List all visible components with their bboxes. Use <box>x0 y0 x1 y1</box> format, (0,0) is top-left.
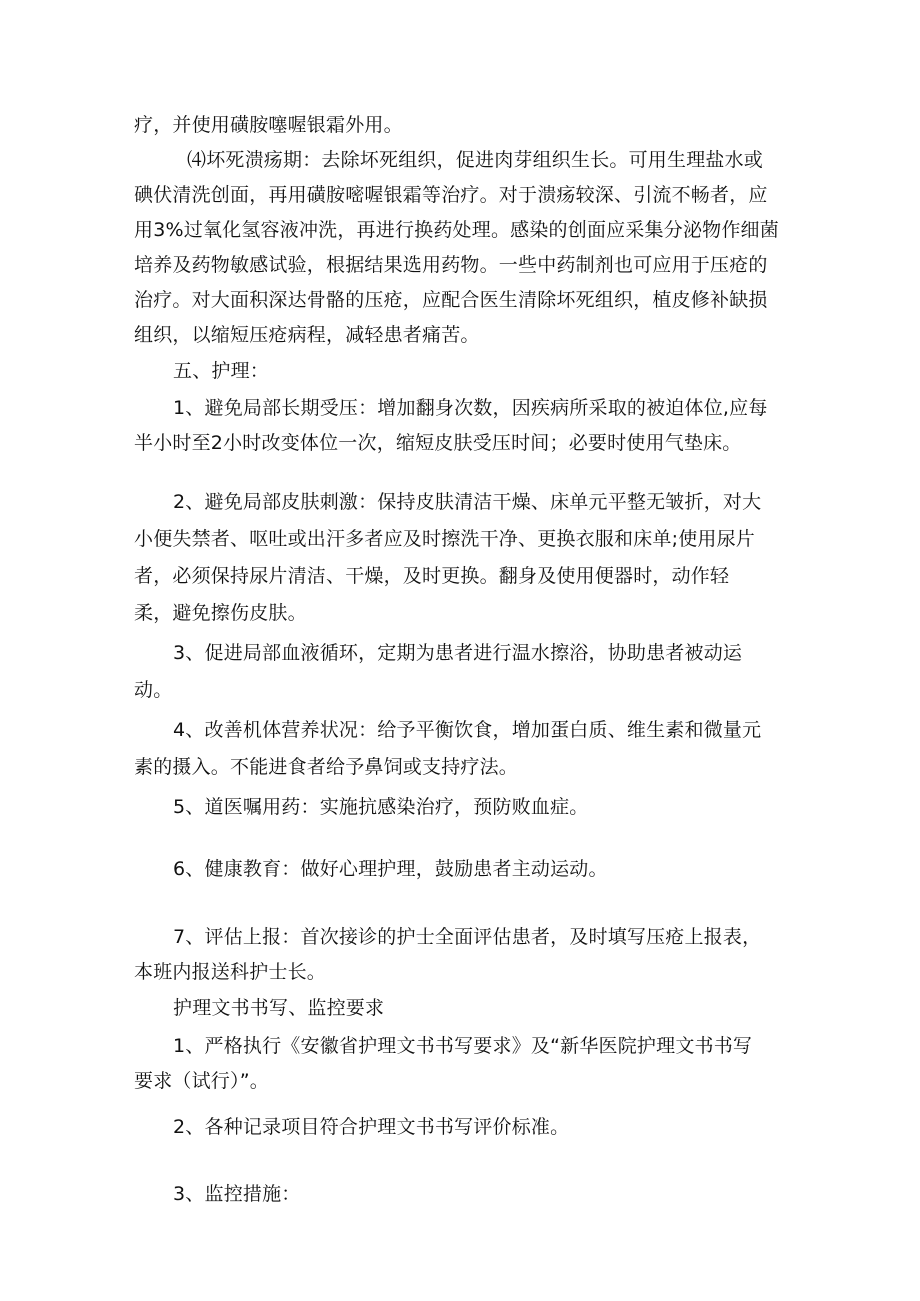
text-line-16: 动。 <box>134 679 173 701</box>
text-line-18: 素的摄入。不能进食者给予鼻饲或支持疗法。 <box>134 756 519 778</box>
text-line-1: 疗，并使用磺胺噻喔银霜外用。 <box>134 114 403 136</box>
text-line-5: 培养及药物敏感试验，根据结果选用药物。一些中药制剂也可应用于压疮的 <box>134 254 768 276</box>
section-heading-nursing: 五、护理： <box>173 360 270 382</box>
text-line-13: 者，必须保持尿片清洁、干燥，及时更换。翻身及使用便器时，动作轻 <box>134 565 730 587</box>
text-line-7: 组织，以缩短压疮病程，减轻患者痛苦。 <box>134 324 480 346</box>
text-line-10: 半小时至2小时改变体位一次，缩短皮肤受压时间；必要时使用气垫床。 <box>134 432 742 454</box>
text-line-3: 碘伏清洗创面，再用磺胺嘧喔银霜等治疗。对于溃疡较深、引流不畅者，应 <box>134 184 768 206</box>
text-line-22: 本班内报送科护士长。 <box>134 961 327 983</box>
text-line-24: 1、严格执行《安徽省护理文书书写要求》及“新华医院护理文书书写 <box>173 1035 753 1057</box>
text-line-14: 柔，避免擦伤皮肤。 <box>134 602 307 624</box>
section-heading-records: 护理文书书写、监控要求 <box>173 997 385 1019</box>
text-line-4: 用3%过氧化氢容液冲洗，再进行换药处理。感染的创面应采集分泌物作细菌 <box>134 219 779 241</box>
text-line-11: 2、避免局部皮肤刺激：保持皮肤清洁干燥、床单元平整无皱折，对大 <box>173 491 762 513</box>
text-line-21: 7、评估上报：首次接诊的护士全面评估患者，及时填写压疮上报表， <box>173 926 762 948</box>
text-line-19: 5、道医嘱用药：实施抗感染治疗，预防败血症。 <box>173 796 589 818</box>
text-line-15: 3、促进局部血液循环，定期为患者进行温水擦浴，协助患者被动运 <box>173 642 743 664</box>
text-line-9: 1、避免局部长期受压：增加翻身次数，因疾病所采取的被迫体位,应每 <box>173 397 768 419</box>
text-line-12: 小便失禁者、呕吐或出汗多者应及时擦洗干净、更换衣服和床单;使用尿片 <box>134 528 756 550</box>
text-line-6: 治疗。对大面积深达骨骼的压疮，应配合医生清除坏死组织，植皮修补缺损 <box>134 289 768 311</box>
text-line-2: ⑷坏死溃疡期：去除坏死组织，促进肉芽组织生长。可用生理盐水或 <box>187 149 764 171</box>
text-line-26: 2、各种记录项目符合护理文书书写评价标准。 <box>173 1116 570 1138</box>
text-line-17: 4、改善机体营养状况：给予平衡饮食，增加蛋白质、维生素和微量元 <box>173 719 762 741</box>
text-line-20: 6、健康教育：做好心理护理，鼓励患者主动运动。 <box>173 858 608 880</box>
text-line-25: 要求（试行）”。 <box>134 1070 269 1092</box>
text-line-27: 3、监控措施： <box>173 1183 301 1205</box>
